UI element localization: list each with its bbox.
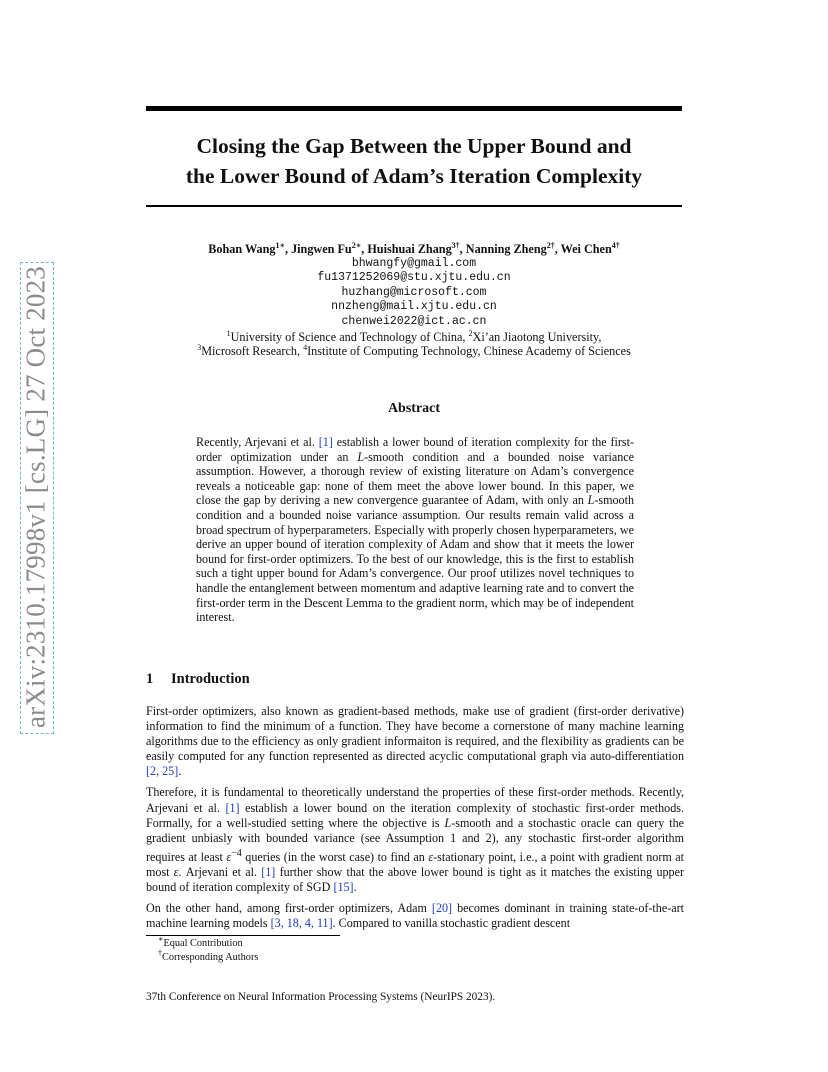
author-email: bhwangfy@gmail.com [351, 256, 477, 270]
footnote-mark: † [158, 948, 162, 958]
author-affiliation-mark: 1 [275, 240, 280, 250]
author-email: nnzheng@mail.xjtu.edu.cn [331, 300, 497, 314]
section-number: 1 [146, 671, 154, 687]
author-name: Nanning Zheng [465, 242, 547, 256]
author-block [146, 242, 682, 359]
section-title: Introduction [171, 671, 250, 687]
author-affiliation-mark: 2 [546, 240, 551, 250]
author-email: fu1371252069@stu.xjtu.edu.cn [317, 271, 511, 285]
author-affiliation-mark: 2 [351, 240, 356, 250]
math-symbol: ε [428, 849, 434, 864]
footnote-text: Equal Contribution [163, 938, 243, 949]
footnote [158, 934, 258, 951]
footnote-text: Corresponding Authors [162, 952, 259, 964]
affiliation-line [146, 330, 682, 345]
author-email: huzhang@microsoft.com [341, 285, 487, 299]
paragraph: First-order optimizers, also known as gradient-based methods, make use of gradient (first-order derivative) information to find the minimum of a function. They have become a cornerstone of many machine learning algorithms due to the efficiency as only gradient informaiton is required, and the flexibility as gradients can be easily computed for any function represented as directed acyclic computational graph via auto-differentiation [2, 25]. [146, 704, 684, 779]
paper-title-line-2: the Lower Bound of Adam’s Iteration Complexity [185, 164, 643, 188]
conference-note: 37th Conference on Neural Information Processing Systems (NeurIPS 2023). [146, 991, 496, 1003]
footnote [158, 948, 259, 965]
affiliation-text: Institute of Computing Technology, Chinese Academy of Sciences [307, 344, 631, 359]
author-name: Wei Chen [560, 242, 612, 256]
citation-link[interactable]: [1] [318, 435, 333, 449]
math-symbol: L [444, 815, 452, 830]
introduction-body [146, 704, 684, 937]
paper-title-line-1: Closing the Gap Between the Upper Bound and [196, 134, 632, 158]
citation-link[interactable]: [15] [333, 880, 354, 895]
affiliation-text: Xi’an Jiaotong University, [472, 329, 602, 344]
footnotes [158, 934, 259, 965]
author-affiliation-mark: 4 [611, 240, 616, 250]
math-symbol: ε [173, 864, 179, 879]
abstract-text: Recently, Arjevani et al. [1] establish a lower bound of iteration complexity for the first-order optimization under an L-smooth condition and a bounded noise variance assumption. However, a thorough review of existing literature on Adam’s convergence reveals a noticeable gap: none of them meet the above lower bound. In this paper, we close the gap by deriving a new convergence guarantee of Adam, with only an L-smooth condition and a bounded noise variance assumption. Our results remain valid across a broad spectrum of hyperparameters. Especially with properly chosen hyperparameters, we derive an upper bound of iteration complexity of Adam and show that it meets the lower bound for first-order optimizers. To the best of our knowledge, this is the first to establish such a tight upper bound for Adam’s convergence. Our proof utilizes novel techniques to handle the entanglement between momentum and adaptive learning rate and to convert the first-order term in the Descent Lemma to the gradient norm, which may be of independent interest. [196, 435, 634, 625]
citation-link[interactable]: [3, 18, 4, 11] [270, 916, 333, 931]
affiliation-mark: 4 [303, 343, 308, 353]
author-affiliation-mark: 3 [451, 240, 456, 250]
title-top-rule [146, 106, 682, 111]
author-name: Huishuai Zhang [367, 242, 452, 256]
affiliation-mark: 3 [197, 343, 202, 353]
footnote-rule [146, 935, 340, 936]
author-name: Jingwen Fu [291, 242, 352, 256]
footnote-mark: ∗ [158, 934, 164, 944]
author-name: Bohan Wang [208, 242, 276, 256]
citation-link[interactable]: [20] [431, 901, 453, 916]
abstract-heading: Abstract [387, 401, 441, 416]
author-footnote-mark: ∗ [355, 240, 362, 250]
affiliation-line [146, 344, 682, 359]
math-symbol: L [357, 449, 365, 464]
author-email: chenwei2022@ict.ac.cn [341, 314, 487, 328]
author-footnote-mark: † [550, 240, 555, 250]
math-symbol: L [587, 493, 595, 508]
citation-link[interactable]: [1] [225, 800, 240, 815]
paragraph: Therefore, it is fundamental to theoretically understand the properties of these first-order methods. Recently, Arjevani et al. [1] establish a lower bound on the iteration complexity of stochastic first-order methods. Formally, for a well-studied setting where the objective is L-smooth and a stochastic oracle can query the gradient unbiasly with bounded variance (see Assumption 1 and 2), any stochastic first-order algorithm requires at least $\varepsilon^{-4}$ queries (in the worst case) to find an ε-stationary point, i.e., a point with gradient norm at most ε. Arjevani et al. [1] further show that the above lower bound is tight as it matches the existing upper bound of iteration complexity of SGD [15]. [146, 785, 685, 895]
affiliation-mark: 1 [226, 328, 231, 338]
title-bottom-rule [146, 205, 682, 207]
affiliation-text: University of Science and Technology of China, [230, 329, 469, 344]
citation-link[interactable]: [2, 25] [146, 764, 179, 779]
math-exponent: −4 [231, 847, 242, 859]
arxiv-stamp: arXiv:2310.17998v1 [cs.LG] 27 Oct 2023 [20, 265, 51, 729]
paper-title [146, 131, 682, 191]
math-symbol: ε [226, 849, 232, 864]
section-heading [146, 671, 682, 688]
author-footnote-mark: † [615, 240, 620, 250]
citation-link[interactable]: [1] [261, 864, 276, 879]
affiliation-text: Microsoft Research, [201, 344, 304, 359]
author-footnote-mark: † [455, 240, 460, 250]
author-list: Bohan Wang$^{1∗}$, Jingwen $Fu^{2∗}$, Huishuai Zhang$^{3\dagger}$, Nanning Zheng$^{2\dagger}$, Wei Chen$^{4\dagger}$ [208, 240, 620, 256]
author-footnote-mark: ∗ [279, 240, 285, 250]
paragraph: On the other hand, among first-order optimizers, Adam [20] becomes dominant in training state-of-the-art machine learning models [3, 18, 4, 11]. Compared to vanilla stochastic gradient descent [146, 901, 684, 931]
affiliation-mark: 2 [468, 328, 473, 338]
